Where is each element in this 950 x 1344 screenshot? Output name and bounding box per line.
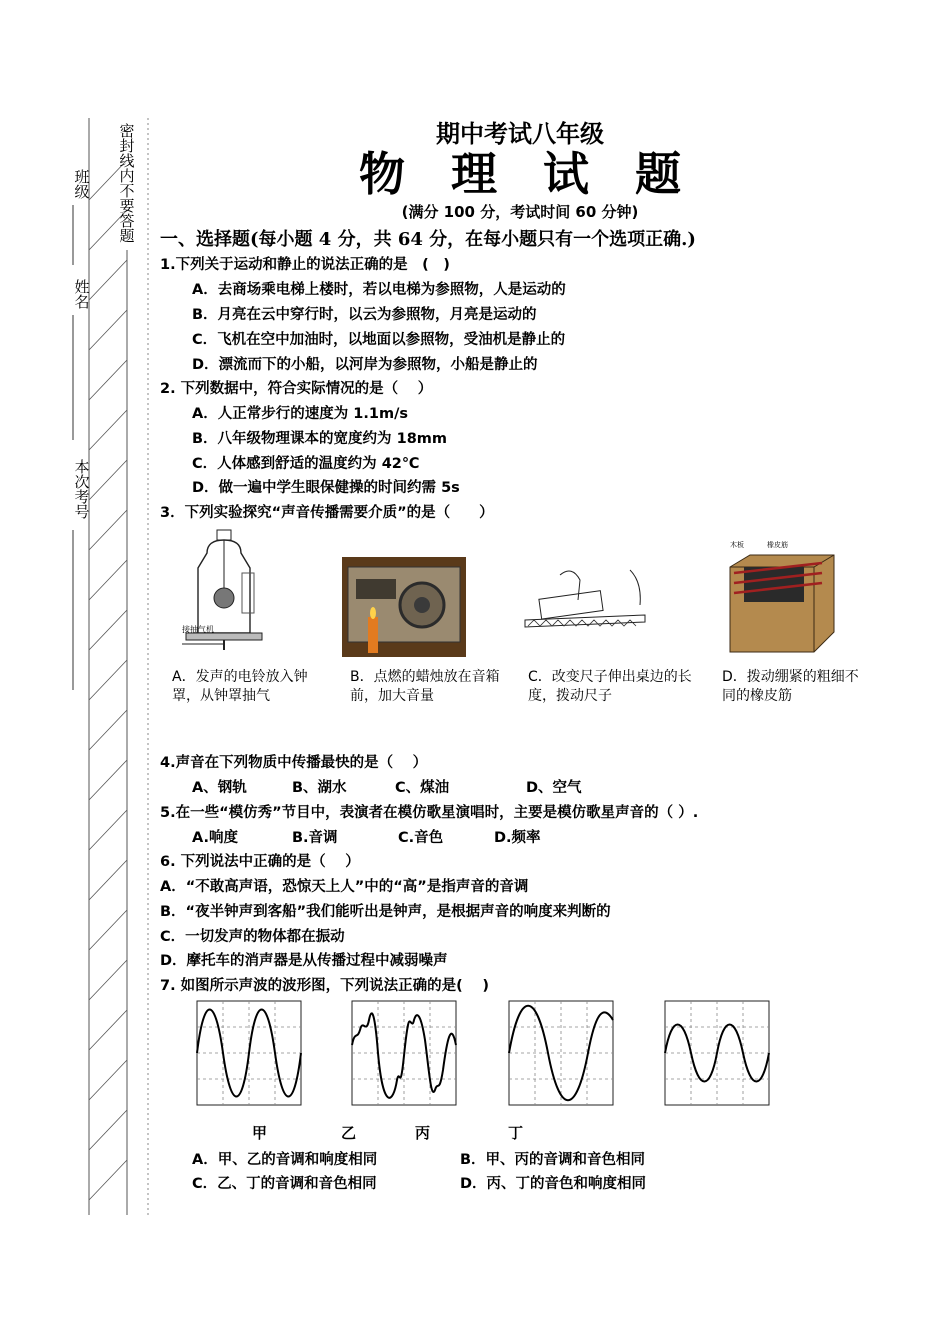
q7-option-b: B．甲、丙的音调和音色相同 <box>460 1152 646 1168</box>
q5-option-c: C.音色 <box>398 830 444 846</box>
band-label: 橡皮筋 <box>767 541 788 549</box>
exam-title: 期中考试八年级 <box>436 120 604 148</box>
name-label: 姓名 <box>74 278 90 311</box>
q4-option-d: D、空气 <box>526 780 582 796</box>
q1-option-c: C．飞机在空中加油时，以地面以参照物，受油机是静止的 <box>192 332 566 348</box>
exam-meta: (满分 100 分，考试时间 60 分钟) <box>401 203 639 221</box>
question-2: 2. 下列数据中，符合实际情况的是（ ） <box>160 381 433 397</box>
wave-label-ding: 丁 <box>508 1124 524 1142</box>
binding-lines <box>0 0 160 1344</box>
q2-option-c: C．人体感到舒适的温度约为 42℃ <box>192 456 420 472</box>
q3-caption-a: A．发声的电铃放入钟罩，从钟罩抽气 <box>172 669 308 704</box>
waveform-jia <box>196 1000 302 1106</box>
q1-option-d: D．漂流而下的小船，以河岸为参照物，小船是静止的 <box>192 357 538 373</box>
q7-option-c: C．乙、丁的音调和音色相同 <box>192 1176 377 1192</box>
board-label: 木板 <box>730 541 744 549</box>
question-3: 3．下列实验探究“声音传播需要介质”的是（ ） <box>160 505 494 521</box>
section-heading: 一、选择题(每小题 4 分，共 64 分，在每小题只有一个选项正确.) <box>160 229 696 250</box>
q1-option-a: A．去商场乘电梯上楼时，若以电梯为参照物，人是运动的 <box>192 282 566 298</box>
q6-option-d: D．摩托车的消声器是从传播过程中减弱噪声 <box>160 953 448 969</box>
waveform-yi <box>351 1000 457 1106</box>
q6-option-c: C．一切发声的物体都在振动 <box>160 929 345 945</box>
waveform-bing <box>508 1000 614 1106</box>
q5-option-d: D.频率 <box>494 830 541 846</box>
q4-option-b: B、湖水 <box>292 780 347 796</box>
q6-option-b: B．“夜半钟声到客船”我们能听出是钟声，是根据声音的响度来判断的 <box>160 904 611 920</box>
exam-number-label: 本次考号 <box>74 458 90 521</box>
q7-option-d: D．丙、丁的音色和响度相同 <box>460 1176 647 1192</box>
bell-jar-figure <box>172 528 292 658</box>
q1-option-b: B．月亮在云中穿行时，以云为参照物，月亮是运动的 <box>192 307 537 323</box>
question-4: 4.声音在下列物质中传播最快的是（ ） <box>160 755 428 771</box>
speaker-candle-photo <box>342 557 466 657</box>
q3-caption-b: B．点燃的蜡烛放在音箱前，加大音量 <box>350 669 500 704</box>
waveform-ding <box>664 1000 770 1106</box>
question-6: 6. 下列说法中正确的是（ ） <box>160 854 360 870</box>
q5-option-b: B.音调 <box>292 830 338 846</box>
q5-option-a: A.响度 <box>192 830 238 846</box>
q2-option-d: D．做一遍中学生眼保健操的时间约需 5s <box>192 480 460 496</box>
question-7: 7. 如图所示声波的波形图，下列说法正确的是( ) <box>160 978 489 994</box>
q4-option-c: C、煤油 <box>395 780 450 796</box>
class-label: 班级 <box>74 168 90 201</box>
subject-title: 物 理 试 题 <box>359 147 681 201</box>
q4-option-a: A、钢轨 <box>192 780 247 796</box>
question-5: 5.在一些“模仿秀”节目中，表演者在模仿歌星演唱时，主要是模仿歌星声音的（ ）. <box>160 805 699 821</box>
q2-option-a: A．人正常步行的速度为 1.1m/s <box>192 406 408 422</box>
ruler-figure <box>520 560 650 655</box>
q2-option-b: B．八年级物理课本的宽度约为 18mm <box>192 431 447 447</box>
q3-caption-c: C．改变尺子伸出桌边的长度，拨动尺子 <box>528 669 692 704</box>
wave-label-yi: 乙 <box>341 1124 357 1142</box>
question-1: 1.下列关于运动和静止的说法正确的是 ( ) <box>160 257 450 273</box>
q7-option-a: A．甲、乙的音调和响度相同 <box>192 1152 378 1168</box>
rubber-band-box-figure <box>722 537 844 659</box>
wave-label-jia: 甲 <box>252 1124 268 1142</box>
q6-option-a: A．“不敢高声语，恐惊天上人”中的“高”是指声音的音调 <box>160 879 529 895</box>
wave-label-bing: 丙 <box>415 1124 431 1142</box>
seal-note: 密封线内不要答题 <box>119 122 135 245</box>
pump-label: 接抽气机 <box>182 625 214 634</box>
q3-caption-d: D．拨动绷紧的粗细不同的橡皮筋 <box>722 669 859 704</box>
